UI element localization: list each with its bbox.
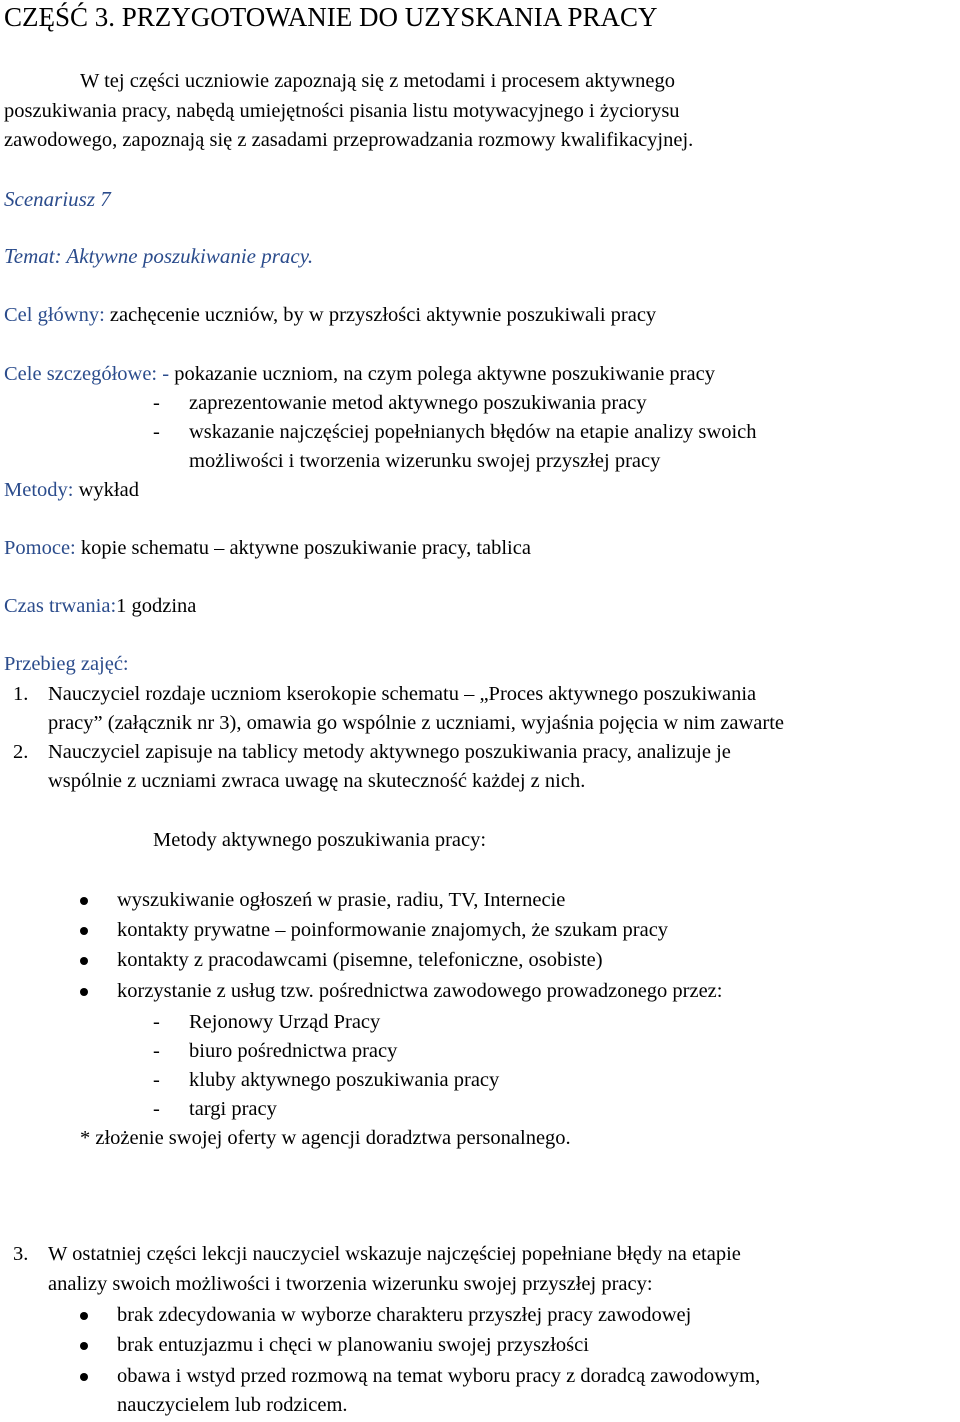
error-2: brak entuzjazmu i chęci w planowaniu swojej przyszłości <box>117 1334 589 1356</box>
step-1-line-1: Nauczyciel rozdaje uczniom kserokopie schematu – „Proces aktywnego poszukiwania <box>48 683 757 705</box>
detailed-goal-3: wskazanie najczęściej popełnianych błędów na etapie analizy swoich <box>189 421 757 443</box>
step-3-line-1: W ostatniej części lekcji nauczyciel wskazuje najczęściej popełniane błędy na etapie <box>48 1243 741 1265</box>
agency-note: * złożenie swojej oferty w agencji doradztwa personalnego. <box>80 1127 571 1149</box>
agency-3: kluby aktywnego poszukiwania pracy <box>189 1069 500 1091</box>
step-2-line-1: Nauczyciel zapisuje na tablicy metody aktywnego poszukiwania pracy, analizuje je <box>48 741 731 763</box>
dash: - <box>153 1040 160 1062</box>
main-goal <box>4 305 656 326</box>
duration-line <box>4 596 196 617</box>
agency-2: biuro pośrednictwa pracy <box>189 1040 398 1062</box>
dash: - <box>153 1098 160 1120</box>
detailed-goal-1: pokazanie uczniom, na czym polega aktywne poszukiwanie pracy <box>169 363 715 385</box>
chapter-title: CZĘŚĆ 3. PRZYGOTOWANIE DO UZYSKANIA PRACY <box>4 2 658 32</box>
intro-line-3: zawodowego, zapoznają się z zasadami przeprowadzania rozmowy kwalifikacyjnej. <box>4 129 694 151</box>
intro-line-1: W tej części uczniowie zapoznają się z metodami i procesem aktywnego <box>80 70 676 92</box>
agency-4: targi pracy <box>189 1098 277 1120</box>
methods-label: Metody: <box>4 479 74 501</box>
methods-line <box>4 480 139 501</box>
aids-label: Pomoce: <box>4 537 76 559</box>
step-3-number: 3. <box>13 1243 29 1265</box>
main-goal-text: zachęcenie uczniów, by w przyszłości aktywnie poszukiwali pracy <box>104 304 657 326</box>
scenario-heading: Scenariusz 7 <box>4 187 111 211</box>
detailed-goal-3-cont: możliwości i tworzenia wizerunku swojej przyszłej pracy <box>189 450 661 472</box>
dash: - <box>153 1011 160 1033</box>
dash: - <box>153 392 160 414</box>
step-1-number: 1. <box>13 683 29 705</box>
method-1: wyszukiwanie ogłoszeń w prasie, radiu, TV, Internecie <box>117 889 566 911</box>
bullet-icon <box>80 957 88 965</box>
method-4: korzystanie z usług tzw. pośrednictwa zawodowego prowadzonego przez: <box>117 980 723 1002</box>
bullet-icon <box>80 927 88 935</box>
step-2-line-2: wspólnie z uczniami zwraca uwagę na skuteczność każdej z nich. <box>48 770 586 792</box>
aids-text: kopie schematu – aktywne poszukiwanie pracy, tablica <box>75 537 531 559</box>
bullet-icon <box>80 988 88 996</box>
detailed-goals-label: Cele szczegółowe: - <box>4 363 170 385</box>
main-goal-label: Cel główny: <box>4 304 105 326</box>
step-3-line-2: analizy swoich możliwości i tworzenia wizerunku swojej przyszłej pracy: <box>48 1273 653 1295</box>
detailed-goal-2: zaprezentowanie metod aktywnego poszukiwania pracy <box>189 392 647 414</box>
step-1-line-2: pracy” (załącznik nr 3), omawia go wspólnie z uczniami, wyjaśnia pojęcia w nim zawarte <box>48 712 784 734</box>
intro-line-2: poszukiwania pracy, nabędą umiejętności pisania listu motywacyjnego i życiorysu <box>4 100 680 122</box>
step-2-number: 2. <box>13 741 29 763</box>
methods-text: wykład <box>73 479 139 501</box>
methods-heading: Metody aktywnego poszukiwania pracy: <box>153 829 487 851</box>
dash: - <box>153 421 160 443</box>
aids-line <box>4 538 531 559</box>
topic-heading: Temat: Aktywne poszukiwanie pracy. <box>4 244 314 268</box>
method-3: kontakty z pracodawcami (pisemne, telefoniczne, osobiste) <box>117 949 603 971</box>
detailed-goals <box>4 364 715 385</box>
method-2: kontakty prywatne – poinformowanie znajomych, że szukam pracy <box>117 919 669 941</box>
error-3-cont: nauczycielem lub rodzicem. <box>117 1394 348 1416</box>
error-3: obawa i wstyd przed rozmową na temat wyboru pracy z doradcą zawodowym, <box>117 1365 761 1387</box>
error-1: brak zdecydowania w wyborze charakteru przyszłej pracy zawodowej <box>117 1304 692 1326</box>
bullet-icon <box>80 1373 88 1381</box>
bullet-icon <box>80 1312 88 1320</box>
course-label: Przebieg zajęć: <box>4 653 129 675</box>
duration-text: 1 godzina <box>116 595 197 617</box>
bullet-icon <box>80 897 88 905</box>
bullet-icon <box>80 1342 88 1350</box>
duration-label: Czas trwania: <box>4 595 117 617</box>
agency-1: Rejonowy Urząd Pracy <box>189 1011 381 1033</box>
dash: - <box>153 1069 160 1091</box>
